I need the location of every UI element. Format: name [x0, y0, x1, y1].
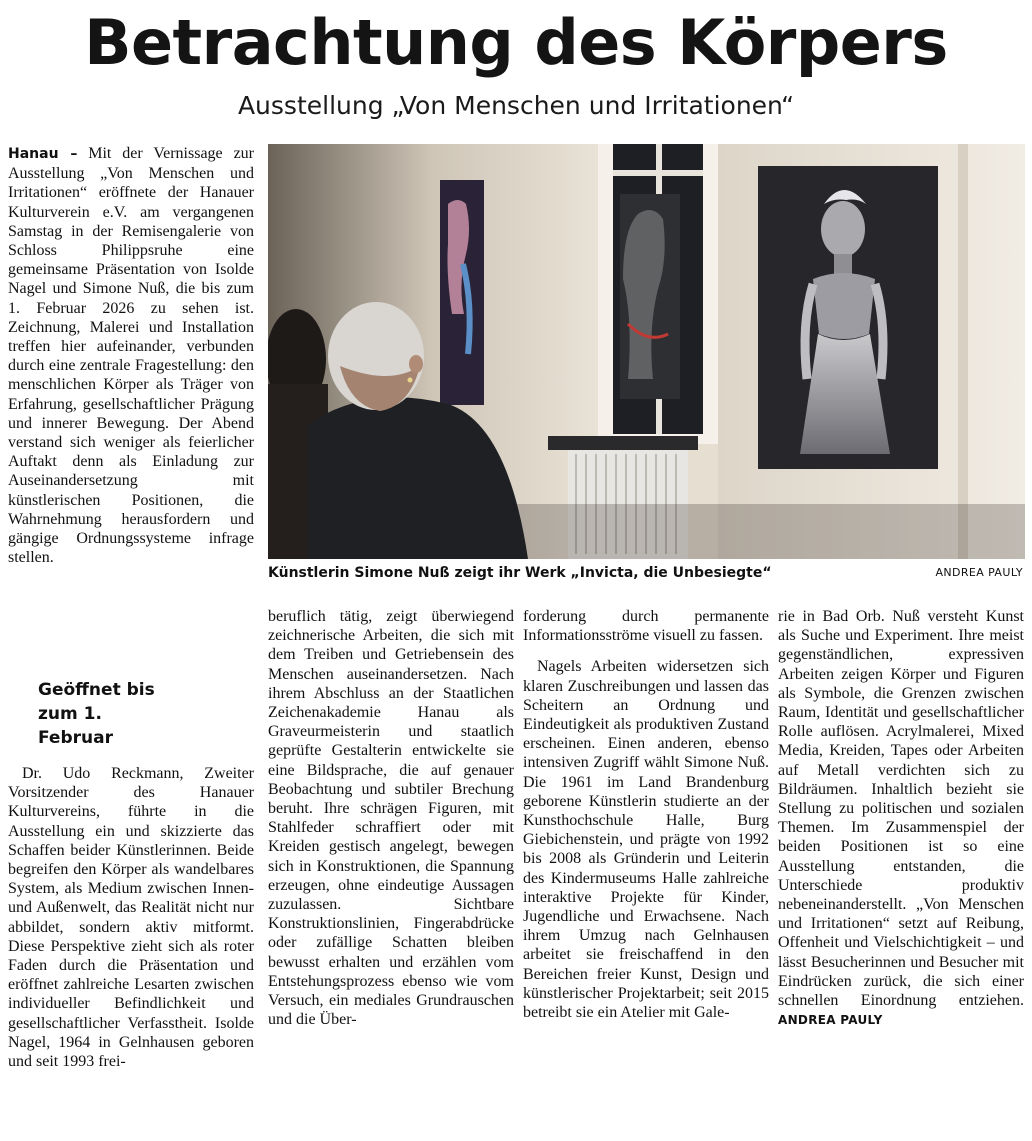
subheading: Geöffnet bis zum 1. Februar — [38, 680, 155, 748]
article-column-2 — [268, 607, 514, 1029]
paragraph: forderung durch permanente Informationsströme visuell zu fassen. — [523, 608, 769, 645]
photo-credit: ANDREA PAULY — [935, 566, 1023, 579]
article-column-1-lower — [8, 664, 254, 1071]
paragraph: beruflich tätig, zeigt überwiegend zeichnerische Arbeiten, die sich mit dem Treiben und Getriebensein des Menschen auseinandersetzen. Nach ihrem Abschluss an der Staatlichen Zeichenakademie Hanau als Graveurmeisterin und staatlich geprüfte Gestalterin entwickelte sie eine Bildsprache, die auf genauer Beobachtung und subtiler Brechung beruht. Ihre schrägen Figuren, mit Stahlfeder schraffiert oder mit Kreiden gestisch angelegt, bewegen sich in Konstruktionen, die Spannung erzeugen, ohne eindeutige Aussagen zuzulassen. Sichtbare Konstruktionslinien, Fingerabdrücke oder zufällige Schatten bleiben bewusst erhalten und erzählen vom Entstehungsprozess ebenso wie vom Versuch, ein mediales Grundrauschen und die Über- — [268, 608, 514, 1029]
article-column-1 — [8, 144, 254, 567]
paragraph: Dr. Udo Reckmann, Zweiter Vorsitzender des Hanauer Kulturvereins, führte in die Ausstellung ein und skizzierte das Schaffen beider Künstlerinnen. Beide begreifen den Körper als wandelbares System, als Medium zwischen Innen- und Außenwelt, das Realität nicht nur abbildet, sondern aktiv mitformt. Diese Perspektive zieht sich als roter Faden durch die Präsentation und eröffnet zahlreiche Lesarten zwischen individueller Befindlichkeit und gesellschaftlicher Verfasstheit. Isolde Nagel, 1964 in Gelnhausen geboren und seit 1993 frei- — [8, 765, 254, 1071]
author-signature: ANDREA PAULY — [778, 1013, 883, 1028]
article-column-4 — [778, 607, 1024, 1030]
photo-caption — [268, 562, 1025, 584]
exhibition-photo-image — [268, 144, 1025, 559]
intro-text: Mit der Vernissage zur Ausstellung „Von Menschen und Irritationen“ eröffnete der Hanauer Kulturverein e.V. am vergangenen Samstag in der Remisengalerie von Schloss Philippsruhe eine gemeinsame Präsentation von Isolde Nagel und Simone Nuß, die bis zum 1. Februar 2026 zu sehen ist. Zeichnung, Malerei und Installation treffen hier aufeinander, verbunden durch eine zentrale Fragestellung: den menschlichen Körper als Träger von Erfahrung, gesellschaftlicher Prägung und innerer Bewegung. Der Abend verstand sich weniger als feierlicher Auftakt denn als Einladung zur Auseinandersetzung mit künstlerischen Positionen, die Wahrnehmung herausfordern und gängige Ordnungssysteme infrage stellen. — [8, 145, 255, 567]
headline: Betrachtung des Körpers — [84, 6, 948, 79]
exhibition-photo — [268, 144, 1025, 559]
paragraph: rie in Bad Orb. Nuß versteht Kunst als Suche und Experiment. Ihre meist gegenständlichen, expressiven Arbeiten zeigen Körper und Figuren als Symbole, die Grenzen zwischen Raum, Identität und gesellschaftlicher Rolle auflösen. Acrylmalerei, Mixed Media, Kreiden, Tapes oder Arbeiten auf Metall verdichten sich zu Bildräumen. Inhaltlich bezieht sie Stellung zu politischen und sozialen Themen. Im Zusammenspiel der beiden Positionen ist so eine Ausstellung entstanden, die Unterschiede produktiv nebeneinanderstellt. „Von Menschen und Irritationen“ setzt auf Reibung, Offenheit und Vielschichtigkeit – und lässt Besucherinnen und Besucher mit Eindrücken zurück, die sich einer schnellen Einordnung entziehen. — [778, 608, 1024, 1010]
article-column-3 — [523, 607, 769, 1022]
caption-text: Künstlerin Simone Nuß zeigt ihr Werk „Invicta, die Unbesiegte“ — [268, 565, 772, 581]
subheadline: Ausstellung „Von Menschen und Irritationen“ — [237, 91, 795, 120]
paragraph: Nagels Arbeiten widersetzen sich klaren Zuschreibungen und lassen das Scheitern an Ordnung und Eindeutigkeit als produktiven Zustand erscheinen. Einen anderen, ebenso intensiven Zugriff wählt Simone Nuß. Die 1961 im Land Brandenburg geborene Künstlerin studierte an der Kunsthochschule Halle, Burg Giebichenstein, und prägte von 1992 bis 2008 als Gründerin und Leiterin des Kindermuseums Halle zahlreiche interaktive Projekte für Kinder, Jugendliche und Erwachsene. Nach ihrem Umzug nach Gelnhausen arbeitet sie freischaffend in den Bereichen freier Kunst, Design und künstlerischer Projektarbeit; seit 2015 betreibt sie ein Atelier mit Gale- — [523, 658, 769, 1022]
dateline: Hanau – — [8, 146, 78, 162]
